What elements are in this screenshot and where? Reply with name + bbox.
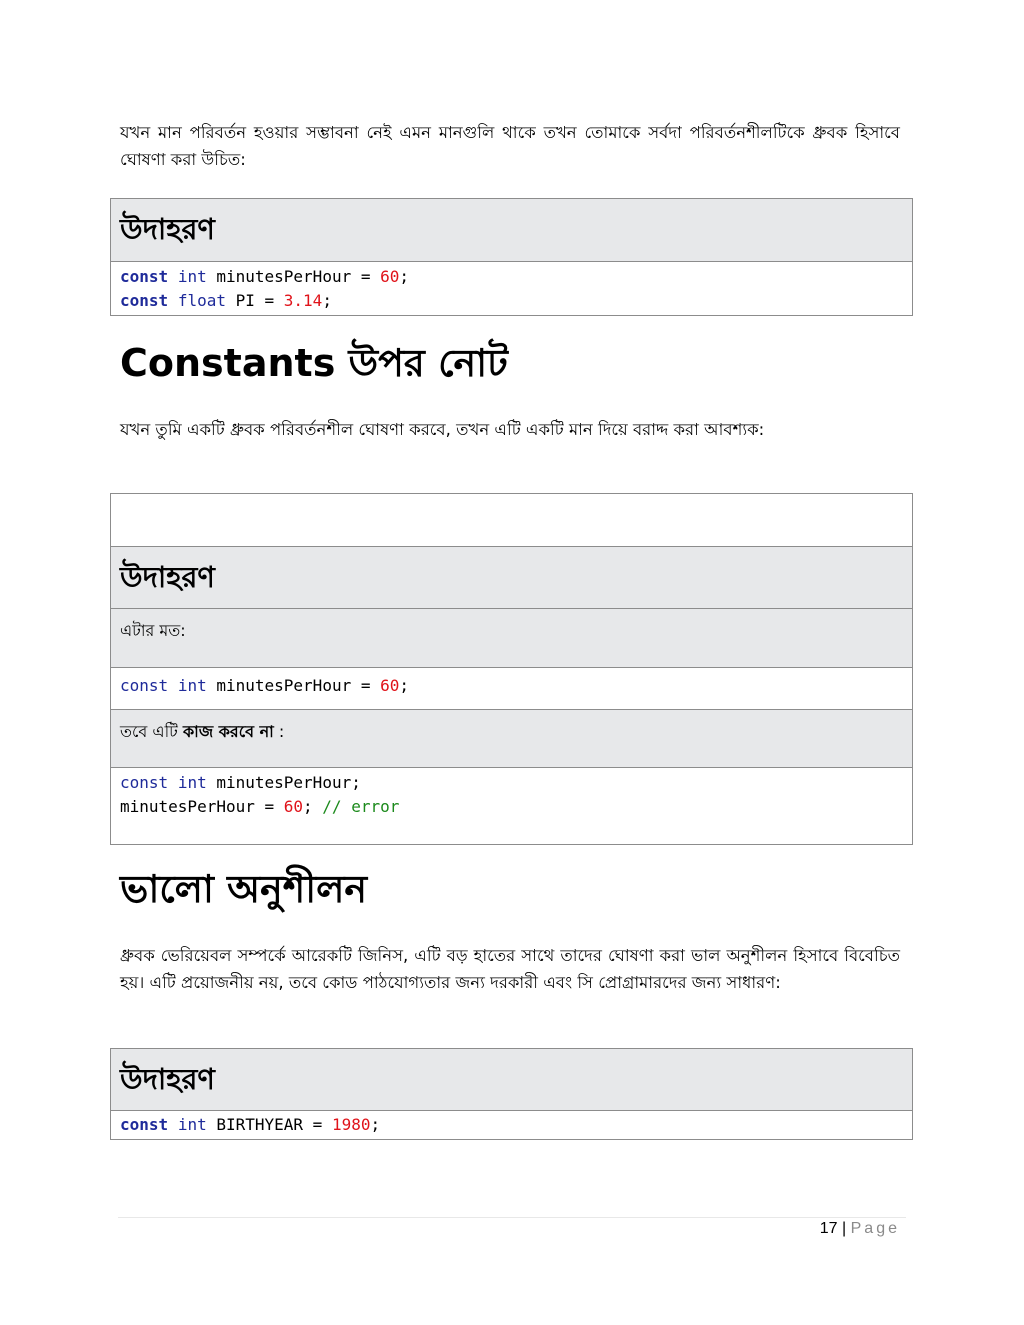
note-paragraph: যখন তুমি একটি ধ্রুবক পরিবর্তনশীল ঘোষণা করবে, তখন এটি একটি মান দিয়ে বরাদ্দ করা আবশ্যক: (120, 420, 765, 439)
page-label: Page (850, 1220, 900, 1237)
intro-paragraph: যখন মান পরিবর্তন হওয়ার সম্ভাবনা নেই এমন মানগুলি থাকে তখন তোমাকে সর্বদা পরিবর্তনশীলটিকে ধ্রুবক হিসাবে ঘোষণা করা উচিত: (120, 123, 900, 169)
code-block: const int BIRTHYEAR = 1980; (120, 1115, 381, 1134)
heading-good-practice: ভালো অনুশীলন (120, 867, 368, 911)
example-box-3 (110, 1048, 913, 1140)
but-not-working-text: তবে এটি কাজ করবে না : (111, 710, 912, 768)
example-box-2 (110, 493, 913, 845)
example-title: উদাহরণ (111, 199, 912, 262)
footer-divider (118, 1217, 906, 1218)
code-line: minutesPerHour = 60; // error (120, 797, 400, 816)
empty-row (111, 494, 912, 547)
example-title: উদাহরণ (111, 547, 912, 609)
not-working-bold: কাজ করবে না (182, 722, 274, 741)
example-box-1 (110, 198, 913, 316)
code-block (111, 262, 912, 315)
page-footer: 17 | Page (819, 1220, 900, 1237)
example-title: উদাহরণ (111, 1049, 912, 1111)
like-this-text: এটার মত: (111, 609, 912, 668)
error-code-block (111, 768, 912, 844)
code-block: const int minutesPerHour = 60; (111, 668, 912, 710)
code-line: const int minutesPerHour = 60; (120, 267, 410, 286)
code-line: const float PI = 3.14; (120, 291, 332, 310)
practice-paragraph: ধ্রুবক ভেরিয়েবল সম্পর্কে আরেকটি জিনিস, এটি বড় হাতের সাথে তাদের ঘোষণা করা ভাল অনুশীলন হিসাবে বিবেচিত হয়। এটি প্রয়োজনীয় নয়, তবে কোড পাঠযোগ্যতার জন্য দরকারী এবং সি প্রোগ্রামারদের জন্য সাধারণ: (120, 946, 900, 992)
page-number: 17 (819, 1220, 838, 1237)
heading-constants-note: Constants উপর নোট (120, 341, 508, 385)
code-line: const int minutesPerHour; (120, 773, 361, 792)
